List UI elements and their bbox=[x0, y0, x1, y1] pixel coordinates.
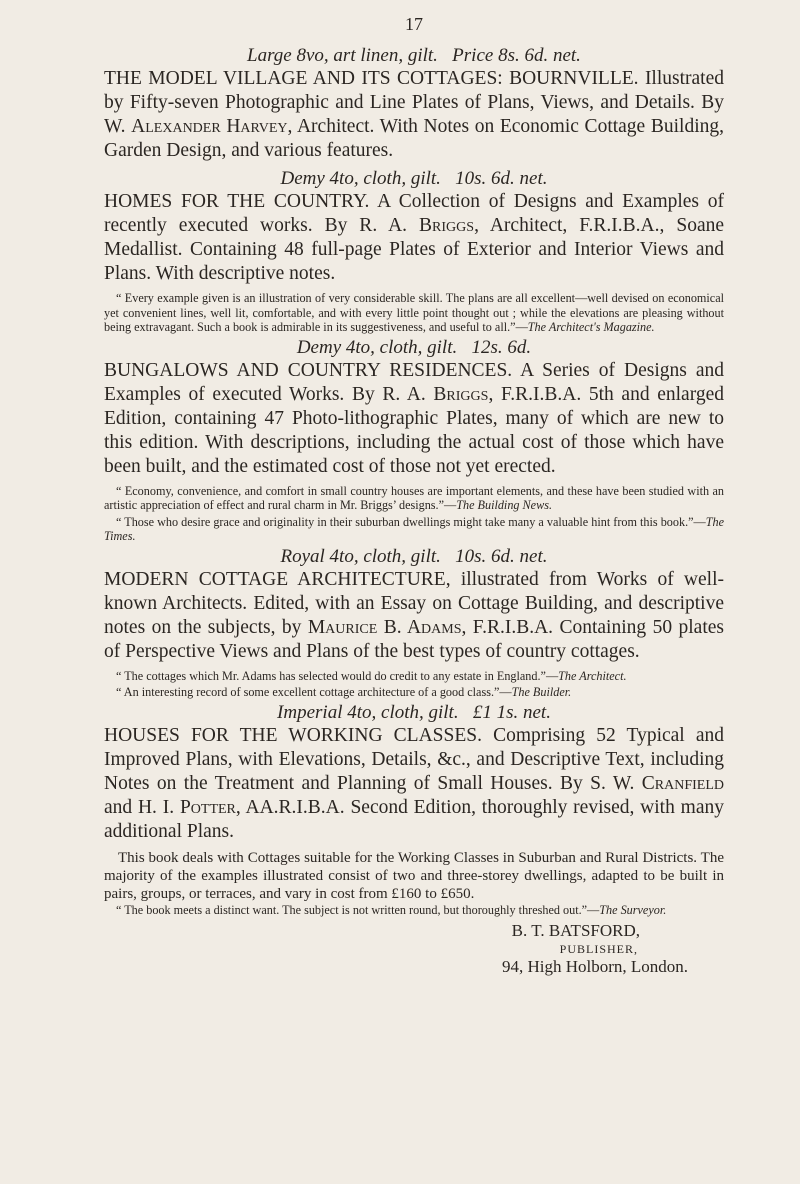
book-format: Demy 4to, cloth, gilt. bbox=[280, 168, 441, 189]
quote-source: The Architect's Magazine. bbox=[527, 320, 655, 334]
author-name: Maurice B. Adams bbox=[307, 616, 462, 638]
description-text: Illustrated by Fifty-seven Photographic and Line Plates of Plans, Views, and Details. By W. bbox=[104, 68, 724, 137]
press-quote bbox=[104, 685, 724, 700]
quote-text: “ An interesting record of some excellent cottage architecture of a good class.”— bbox=[116, 685, 512, 699]
book-entry bbox=[104, 546, 724, 700]
description-text: , F.R.I.B.A. 5th and enlarged Edition, containing 47 Photo-lithographic Plates, many of which are new to this edition. With descriptions, including the actual cost of those which have been built, and the estimated cost of those not yet erected. bbox=[104, 383, 724, 477]
book-entry bbox=[104, 168, 724, 335]
author-name: Briggs bbox=[433, 383, 489, 405]
quote-text: “ Every example given is an illustration of very considerable skill. The plans are all excellent—well devised on economical yet convenient lines, well lit, comfortable, and with every little point thought out ; while the elevations are pleasing without being extravagant. Such a book is admirable in its suggestiveness, and useful to all.”— bbox=[104, 291, 724, 334]
book-note: This book deals with Cottages suitable for the Working Classes in Suburban and Rural Districts. The majority of the examples illustrated consist of two and three-storey dwellings, adapted to be built in pairs, groups, or terraces, and vary in cost from £160 to £650. bbox=[104, 849, 724, 902]
book-title: THE MODEL VILLAGE AND ITS COTTAGES: BOURNVILLE. bbox=[104, 68, 639, 89]
quote-source: The Building News. bbox=[456, 498, 553, 512]
book-description bbox=[104, 190, 724, 286]
press-quote bbox=[104, 515, 724, 544]
author-name: Potter bbox=[179, 796, 236, 818]
description-text: illustrated from Works of well-known Architects. Edited, with an Essay on Cottage Building, and descriptive notes on the subjects, by bbox=[104, 568, 724, 638]
quote-source: The Surveyor. bbox=[599, 902, 667, 917]
book-format-line bbox=[104, 45, 724, 67]
description-text: A Series of Designs and Examples of executed Works. By R. A. bbox=[104, 359, 724, 405]
description-text: Comprising 52 Typical and Improved Plans, with Elevations, Details, &c., and Descriptive Text, including Notes on the Treatment and Planning of Small Houses. By S. W. bbox=[104, 724, 724, 794]
book-price: 10s. 6d. net. bbox=[455, 168, 548, 189]
book-price: 12s. 6d. bbox=[471, 336, 532, 358]
book-description bbox=[104, 568, 724, 664]
book-entry bbox=[104, 45, 724, 163]
book-entry bbox=[104, 702, 724, 918]
publisher-imprint bbox=[104, 921, 724, 977]
description-text: , AA.R.I.B.A. Second Edition, thoroughly revised, with many additional Plans. bbox=[104, 796, 724, 842]
press-quote bbox=[104, 291, 724, 335]
book-entry bbox=[104, 337, 724, 544]
book-format-line bbox=[104, 546, 724, 568]
quote-text: “ Those who desire grace and originality in their suburban dwellings might take many a valuable hint from this book.”— bbox=[116, 514, 706, 529]
book-price: £1 1s. net. bbox=[472, 701, 551, 723]
author-name: Cranfield bbox=[641, 772, 724, 794]
book-description bbox=[104, 724, 724, 844]
press-quote bbox=[104, 669, 724, 684]
book-format-line bbox=[104, 702, 724, 724]
book-format: Demy 4to, cloth, gilt. bbox=[296, 336, 458, 358]
book-title: HOMES FOR THE COUNTRY. bbox=[104, 191, 370, 212]
description-text: and H. I. bbox=[104, 796, 180, 818]
quote-text: “ The book meets a distinct want. The subject is not written round, but thoroughly threshed out.”— bbox=[116, 902, 600, 917]
description-text: , Architect, F.R.I.B.A., Soane Medallist. Containing 48 full-page Plates of Exterior and Interior Views and Plans. With descriptive notes. bbox=[104, 215, 725, 284]
quote-text: “ The cottages which Mr. Adams has selected would do credit to any estate in England.”— bbox=[116, 668, 559, 683]
book-title: HOUSES FOR THE WORKING CLASSES. bbox=[104, 724, 482, 746]
book-title: BUNGALOWS AND COUNTRY RESIDENCES. bbox=[104, 359, 513, 381]
book-format: Royal 4to, cloth, gilt. bbox=[280, 545, 441, 567]
author-name: Briggs bbox=[419, 215, 475, 236]
book-format-line bbox=[104, 337, 724, 359]
publisher-role: PUBLISHER, bbox=[559, 942, 638, 956]
book-price: Price 8s. 6d. net. bbox=[452, 45, 581, 66]
book-format: Large 8vo, art linen, gilt. bbox=[247, 45, 438, 66]
description-text: , F.R.I.B.A. Containing 50 plates of Perspective Views and Plans of the best types of country cottages. bbox=[104, 616, 724, 662]
description-text: , Architect. With Notes on Economic Cottage Building, Garden Design, and various features. bbox=[104, 116, 724, 161]
catalogue-page bbox=[104, 14, 724, 977]
page-number: 17 bbox=[405, 14, 423, 34]
book-format: Imperial 4to, cloth, gilt. bbox=[277, 701, 459, 723]
quote-source: The Architect. bbox=[558, 668, 627, 683]
press-quote bbox=[104, 484, 724, 513]
book-price: 10s. 6d. net. bbox=[455, 545, 548, 567]
book-description bbox=[104, 67, 724, 163]
quote-source: The Times. bbox=[104, 514, 724, 543]
book-description bbox=[104, 359, 724, 479]
publisher-name: B. T. BATSFORD, bbox=[511, 921, 640, 940]
quote-source: The Builder. bbox=[511, 685, 572, 699]
press-quote bbox=[104, 903, 724, 918]
book-format-line bbox=[104, 168, 724, 190]
book-title: MODERN COTTAGE ARCHITECTURE, bbox=[104, 568, 451, 590]
author-name: Alexander Harvey bbox=[131, 116, 288, 137]
quote-text: “ Economy, convenience, and comfort in small country houses are important elements, and these have been studied with an artistic appreciation of effect and rural charm in Mr. Briggs’ designs.”— bbox=[104, 483, 724, 512]
description-text: A Collection of Designs and Examples of recently executed works. By R. A. bbox=[104, 191, 724, 236]
publisher-address: 94, High Holborn, London. bbox=[501, 957, 688, 976]
